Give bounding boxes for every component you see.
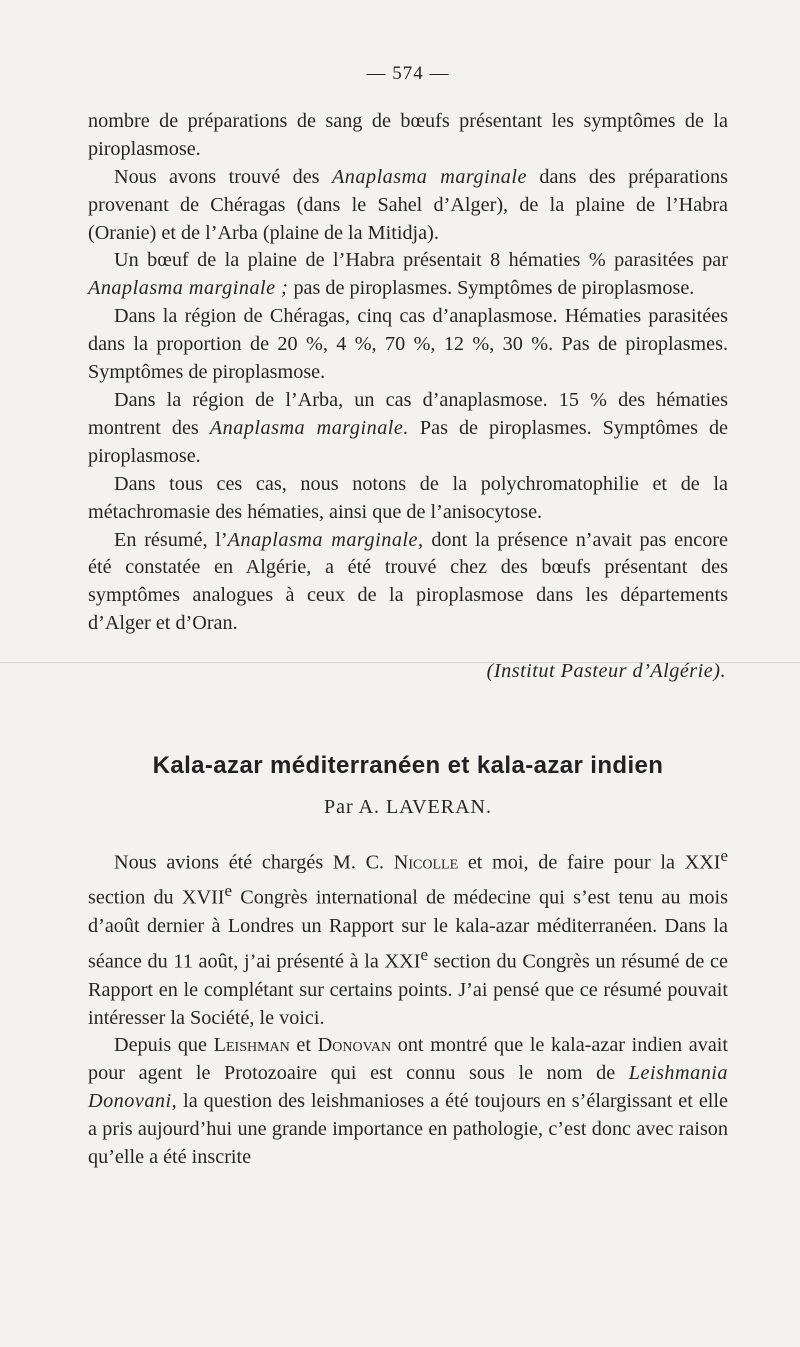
text: Nous avions été chargés M. C.	[114, 851, 394, 874]
text: Dans la région de l’Arba, un cas d’anaplasmose. 15 % des hématies montrent des	[88, 388, 728, 439]
text: Pas de piroplasmes. Symptômes de piroplasmose.	[88, 416, 728, 467]
paragraph-6: Dans tous ces cas, nous notons de la polychromatophilie et de la métachromasie des hématies, ainsi que de l’anisocytose.	[88, 472, 728, 523]
paragraph-4: Dans la région de Chéragas, cinq cas d’anaplasmose. Hématies parasitées dans la proportion de 20 %, 4 %, 70 %, 12 %, 30 %. Pas de piroplasmes. Symptômes de piroplasmose.	[88, 305, 728, 384]
text: Depuis que	[114, 1034, 214, 1057]
text: et	[289, 1034, 318, 1057]
page-number: — 574 —	[366, 63, 450, 84]
species-name: Leishmania Donovani,	[88, 1062, 728, 1113]
page	[88, 60, 728, 1172]
institution: (Institut Pasteur d’Algérie).	[486, 660, 726, 683]
paragraph-9	[88, 1032, 728, 1172]
species-name: Anaplasma marginale ;	[88, 277, 289, 300]
author-name: Nicolle	[393, 851, 459, 874]
text: En résumé, l’	[114, 528, 228, 551]
text: section du Congrès un résumé de ce Rapport en le complétant sur certains points. J’ai pensé que ce résumé pouvait intéresser la Société, le voici.	[88, 950, 728, 1029]
species-name: Anaplasma marginale	[331, 165, 527, 188]
text: section du XVII	[88, 887, 225, 910]
superscript: e	[224, 881, 232, 901]
paragraph-7	[88, 527, 728, 639]
text: dont la présence n’avait pas encore été constatée en Algérie, a été trouvé chez des bœufs présentant des symptômes analogues à ceux de la piroplasmose dans les départements d’Alger et d’Oran.	[88, 528, 728, 635]
author-name: Donovan	[317, 1034, 392, 1057]
paragraph-8	[88, 842, 728, 1033]
species-name: Anaplasma marginale.	[209, 416, 409, 439]
author-name: Leishman	[213, 1034, 290, 1057]
paragraph-5	[88, 387, 728, 471]
text: dans des préparations provenant de Chéragas (dans le Sahel d’Alger), de la plaine de l’Habra (Oranie) et de l’Arba (plaine de la Mitidja).	[88, 165, 728, 244]
text: Un bœuf de la plaine de l’Habra présentait 8 hématies % parasitées par	[114, 249, 728, 272]
text: la question des leishmanioses a été toujours en s’élargissant et elle a pris aujourd’hui une grande importance en pathologie, c’est donc avec raison qu’elle a été inscrite	[88, 1090, 728, 1169]
author-line: Par A. LAVERAN.	[324, 795, 492, 818]
text: pas de piroplasmes. Symptômes de piroplasmose.	[288, 277, 695, 300]
signature	[88, 658, 728, 686]
text: Nous avons trouvé des	[114, 165, 332, 188]
superscript: e	[420, 945, 428, 965]
species-name: Anaplasma marginale,	[227, 528, 424, 551]
text: ont montré que le kala-azar indien avait pour agent le Protozoaire qui est connu sous le nom de	[88, 1034, 728, 1085]
paragraph-2	[88, 164, 728, 248]
paragraph-1: nombre de préparations de sang de bœufs présentant les symptômes de la piroplasmose.	[88, 109, 728, 160]
text: et moi, de faire pour la XXI	[458, 851, 721, 874]
superscript: e	[720, 845, 728, 865]
paragraph-3	[88, 247, 728, 303]
article-title: Kala-azar méditerranéen et kala-azar indien	[152, 752, 664, 780]
text: Congrès international de médecine qui s’est tenu au mois d’août dernier à Londres un Rapport sur le kala-azar méditerranéen. Dans la séance du 11 août, j’ai présenté à la XXI	[88, 887, 728, 973]
